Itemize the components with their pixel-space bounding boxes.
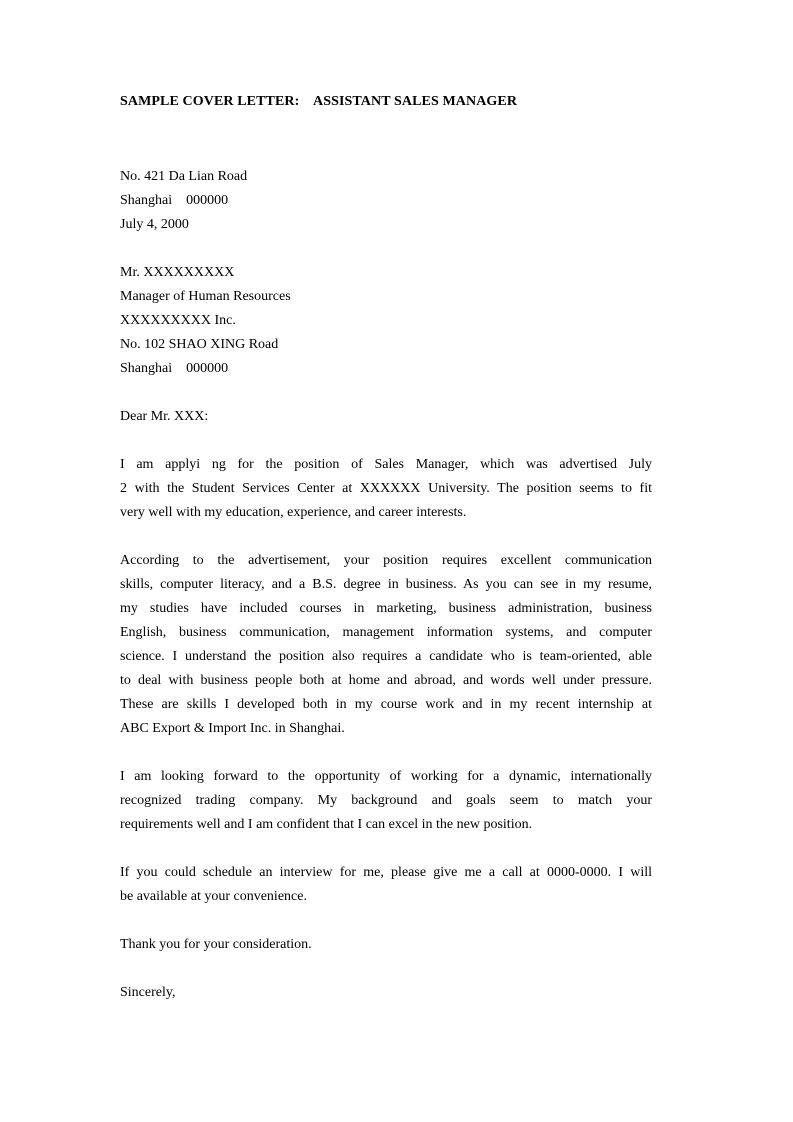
paragraph-line: English, business communication, management information systems, and computer <box>120 625 652 640</box>
recipient-title: Manager of Human Resources <box>120 289 291 304</box>
recipient-city: Shanghai 000000 <box>120 361 229 376</box>
paragraph-line: very well with my education, experience, and career interests. <box>120 505 467 520</box>
paragraph-line: to deal with business people both at home and abroad, and words well under pressure. <box>120 673 652 688</box>
body-paragraph <box>120 933 660 957</box>
recipient-street: No. 102 SHAO XING Road <box>120 337 279 352</box>
paragraph-line: be available at your convenience. <box>120 889 307 904</box>
paragraph-line: Thank you for your consideration. <box>120 937 312 952</box>
document-title: SAMPLE COVER LETTER: ASSISTANT SALES MANAGER <box>120 94 518 109</box>
closing-text: Sincerely, <box>120 985 176 1000</box>
sender-street: No. 421 Da Lian Road <box>120 169 248 184</box>
paragraph-line: ABC Export & Import Inc. in Shanghai. <box>120 721 345 736</box>
salutation-text: Dear Mr. XXX: <box>120 409 209 424</box>
recipient-company: XXXXXXXXX Inc. <box>120 313 236 328</box>
paragraph-line: According to the advertisement, your position requires excellent communication <box>120 553 652 568</box>
sender-address <box>120 165 660 237</box>
body-paragraph <box>120 549 660 741</box>
paragraph-line: my studies have included courses in marketing, business administration, business <box>120 601 652 616</box>
letter-date: July 4, 2000 <box>120 217 189 232</box>
body-paragraph <box>120 765 660 837</box>
paragraph-line: 2 with the Student Services Center at XXXXXX University. The position seems to fit <box>120 481 652 496</box>
paragraph-line: skills, computer literacy, and a B.S. degree in business. As you can see in my resume, <box>120 577 652 592</box>
paragraph-line: science. I understand the position also requires a candidate who is team-oriented, able <box>120 649 652 664</box>
paragraph-line: If you could schedule an interview for me, please give me a call at 0000-0000. I will <box>120 865 652 880</box>
body-paragraph <box>120 861 660 909</box>
paragraph-line: recognized trading company. My background and goals seem to match your <box>120 793 652 808</box>
sender-city: Shanghai 000000 <box>120 193 229 208</box>
recipient-name: Mr. XXXXXXXXX <box>120 265 235 280</box>
salutation <box>120 405 660 429</box>
recipient-address <box>120 261 660 381</box>
paragraph-line: I am looking forward to the opportunity of working for a dynamic, internationally <box>120 769 652 784</box>
paragraph-line: These are skills I developed both in my course work and in my recent internship at <box>120 697 652 712</box>
paragraph-line: I am applyi ng for the position of Sales Manager, which was advertised July <box>120 457 652 472</box>
paragraph-line: requirements well and I am confident that I can excel in the new position. <box>120 817 533 832</box>
closing <box>120 981 660 1005</box>
body-paragraph <box>120 453 660 525</box>
